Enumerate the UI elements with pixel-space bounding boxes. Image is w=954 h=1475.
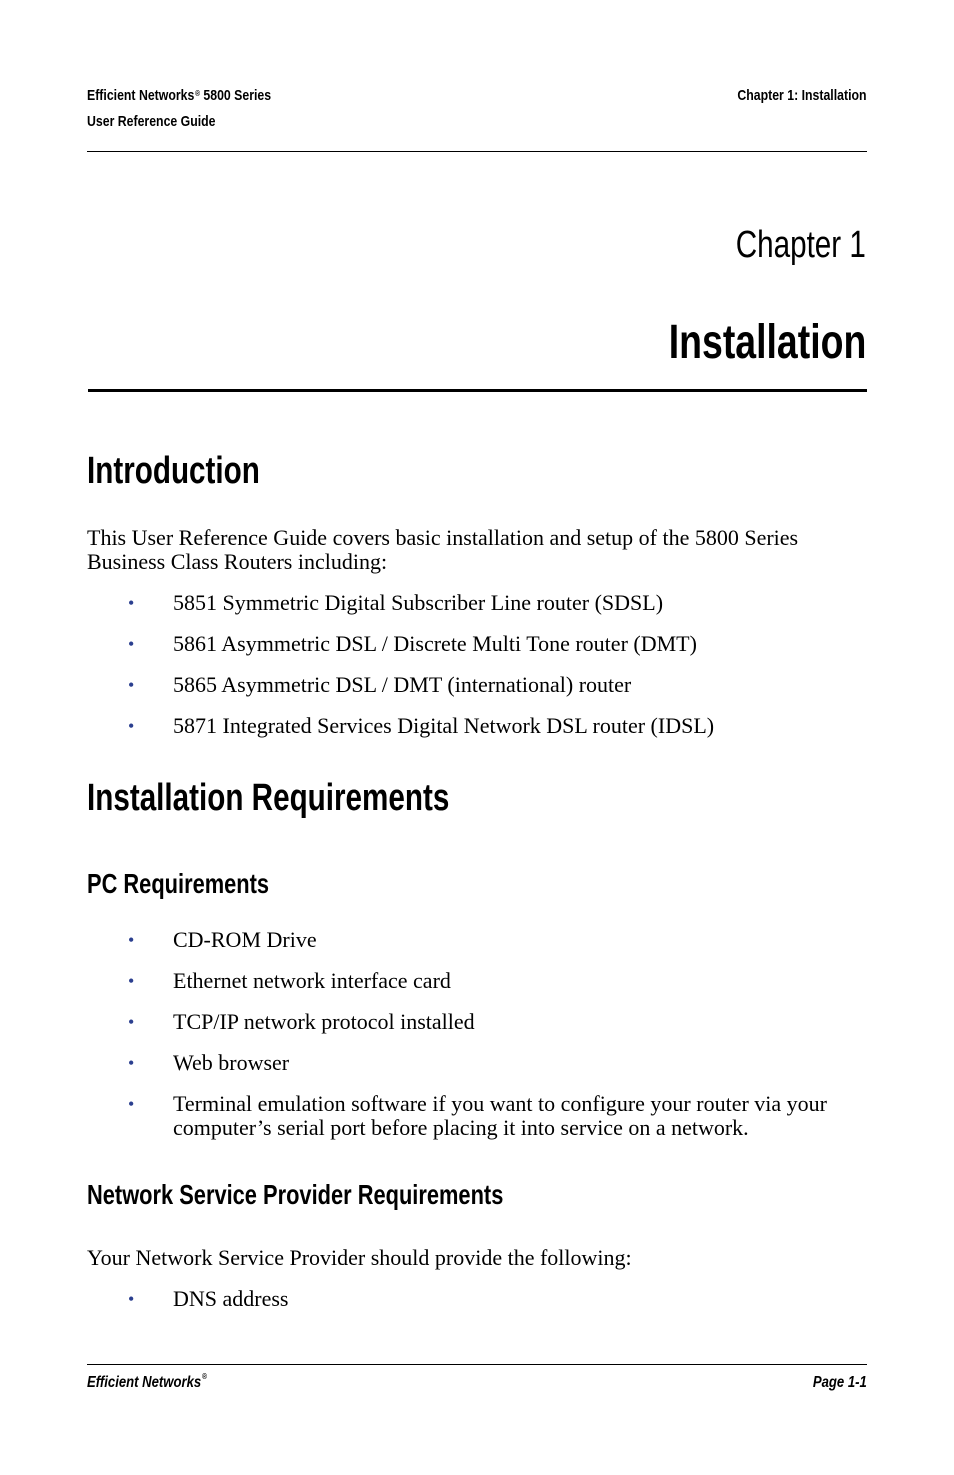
router-list (87, 591, 887, 755)
list-item (87, 673, 887, 697)
page-number: Page 1-1 (813, 1374, 867, 1391)
header-rule (87, 151, 867, 152)
installation-requirements-heading: Installation Requirements (87, 777, 450, 819)
bullet-icon: • (128, 1012, 135, 1032)
nsp-paragraph: Your Network Service Provider should provide the following: (87, 1245, 632, 1270)
bullet-icon: • (128, 716, 135, 736)
footer-brand: Efficient Networks (87, 1374, 202, 1391)
bullet-icon: • (128, 971, 135, 991)
list-item-text: TCP/IP network protocol installed (173, 1009, 475, 1034)
chapter-title: Installation (668, 316, 866, 369)
list-item-text: Ethernet network interface card (173, 968, 451, 993)
list-item-text: 5861 Asymmetric DSL / Discrete Multi Tone router (DMT) (173, 631, 697, 656)
list-item-text: DNS address (173, 1286, 289, 1311)
list-item-text: Web browser (173, 1050, 290, 1075)
bullet-icon: • (128, 1289, 135, 1309)
footer-reg-mark: ® (202, 1372, 207, 1381)
footer-rule (87, 1364, 867, 1365)
list-item (87, 1051, 887, 1075)
header-reg-mark: ® (195, 89, 200, 98)
introduction-heading: Introduction (87, 450, 260, 492)
list-item-text: Terminal emulation software if you want to configure your router via your computer’s serial port before placing it into service on a network. (173, 1091, 827, 1140)
nsp-requirements-list (87, 1287, 887, 1328)
list-item-text: 5871 Integrated Services Digital Network DSL router (IDSL) (173, 713, 715, 738)
bullet-icon: • (128, 1053, 135, 1073)
list-item (87, 632, 887, 656)
nsp-requirements-heading: Network Service Provider Requirements (87, 1179, 504, 1210)
header-series: 5800 Series (203, 87, 272, 104)
list-item (87, 714, 887, 738)
chapter-label: Chapter 1 (735, 224, 866, 266)
introduction-paragraph: This User Reference Guide covers basic installation and setup of the 5800 Series Business Class Routers including: (87, 525, 799, 574)
footer-brand-line (87, 1374, 207, 1392)
header-brand-line (87, 83, 271, 109)
bullet-icon: • (128, 593, 135, 613)
list-item (87, 928, 887, 952)
bullet-icon: • (128, 634, 135, 654)
bullet-icon: • (128, 930, 135, 950)
chapter-rule (88, 389, 867, 392)
running-header-chapter: Chapter 1: Installation (737, 87, 867, 104)
list-item-text: CD-ROM Drive (173, 927, 317, 952)
list-item (87, 1092, 887, 1140)
running-header-left (87, 83, 271, 135)
header-guide: User Reference Guide (87, 113, 216, 130)
header-brand: Efficient Networks (87, 87, 195, 104)
list-item-text: 5865 Asymmetric DSL / DMT (international) router (173, 672, 632, 697)
pc-requirements-heading: PC Requirements (87, 868, 270, 899)
list-item (87, 1010, 887, 1034)
list-item (87, 591, 887, 615)
pc-requirements-list (87, 928, 887, 1157)
bullet-icon: • (128, 675, 135, 695)
list-item (87, 1287, 887, 1311)
list-item-text: 5851 Symmetric Digital Subscriber Line router (SDSL) (173, 590, 664, 615)
list-item (87, 969, 887, 993)
bullet-icon: • (128, 1094, 135, 1114)
